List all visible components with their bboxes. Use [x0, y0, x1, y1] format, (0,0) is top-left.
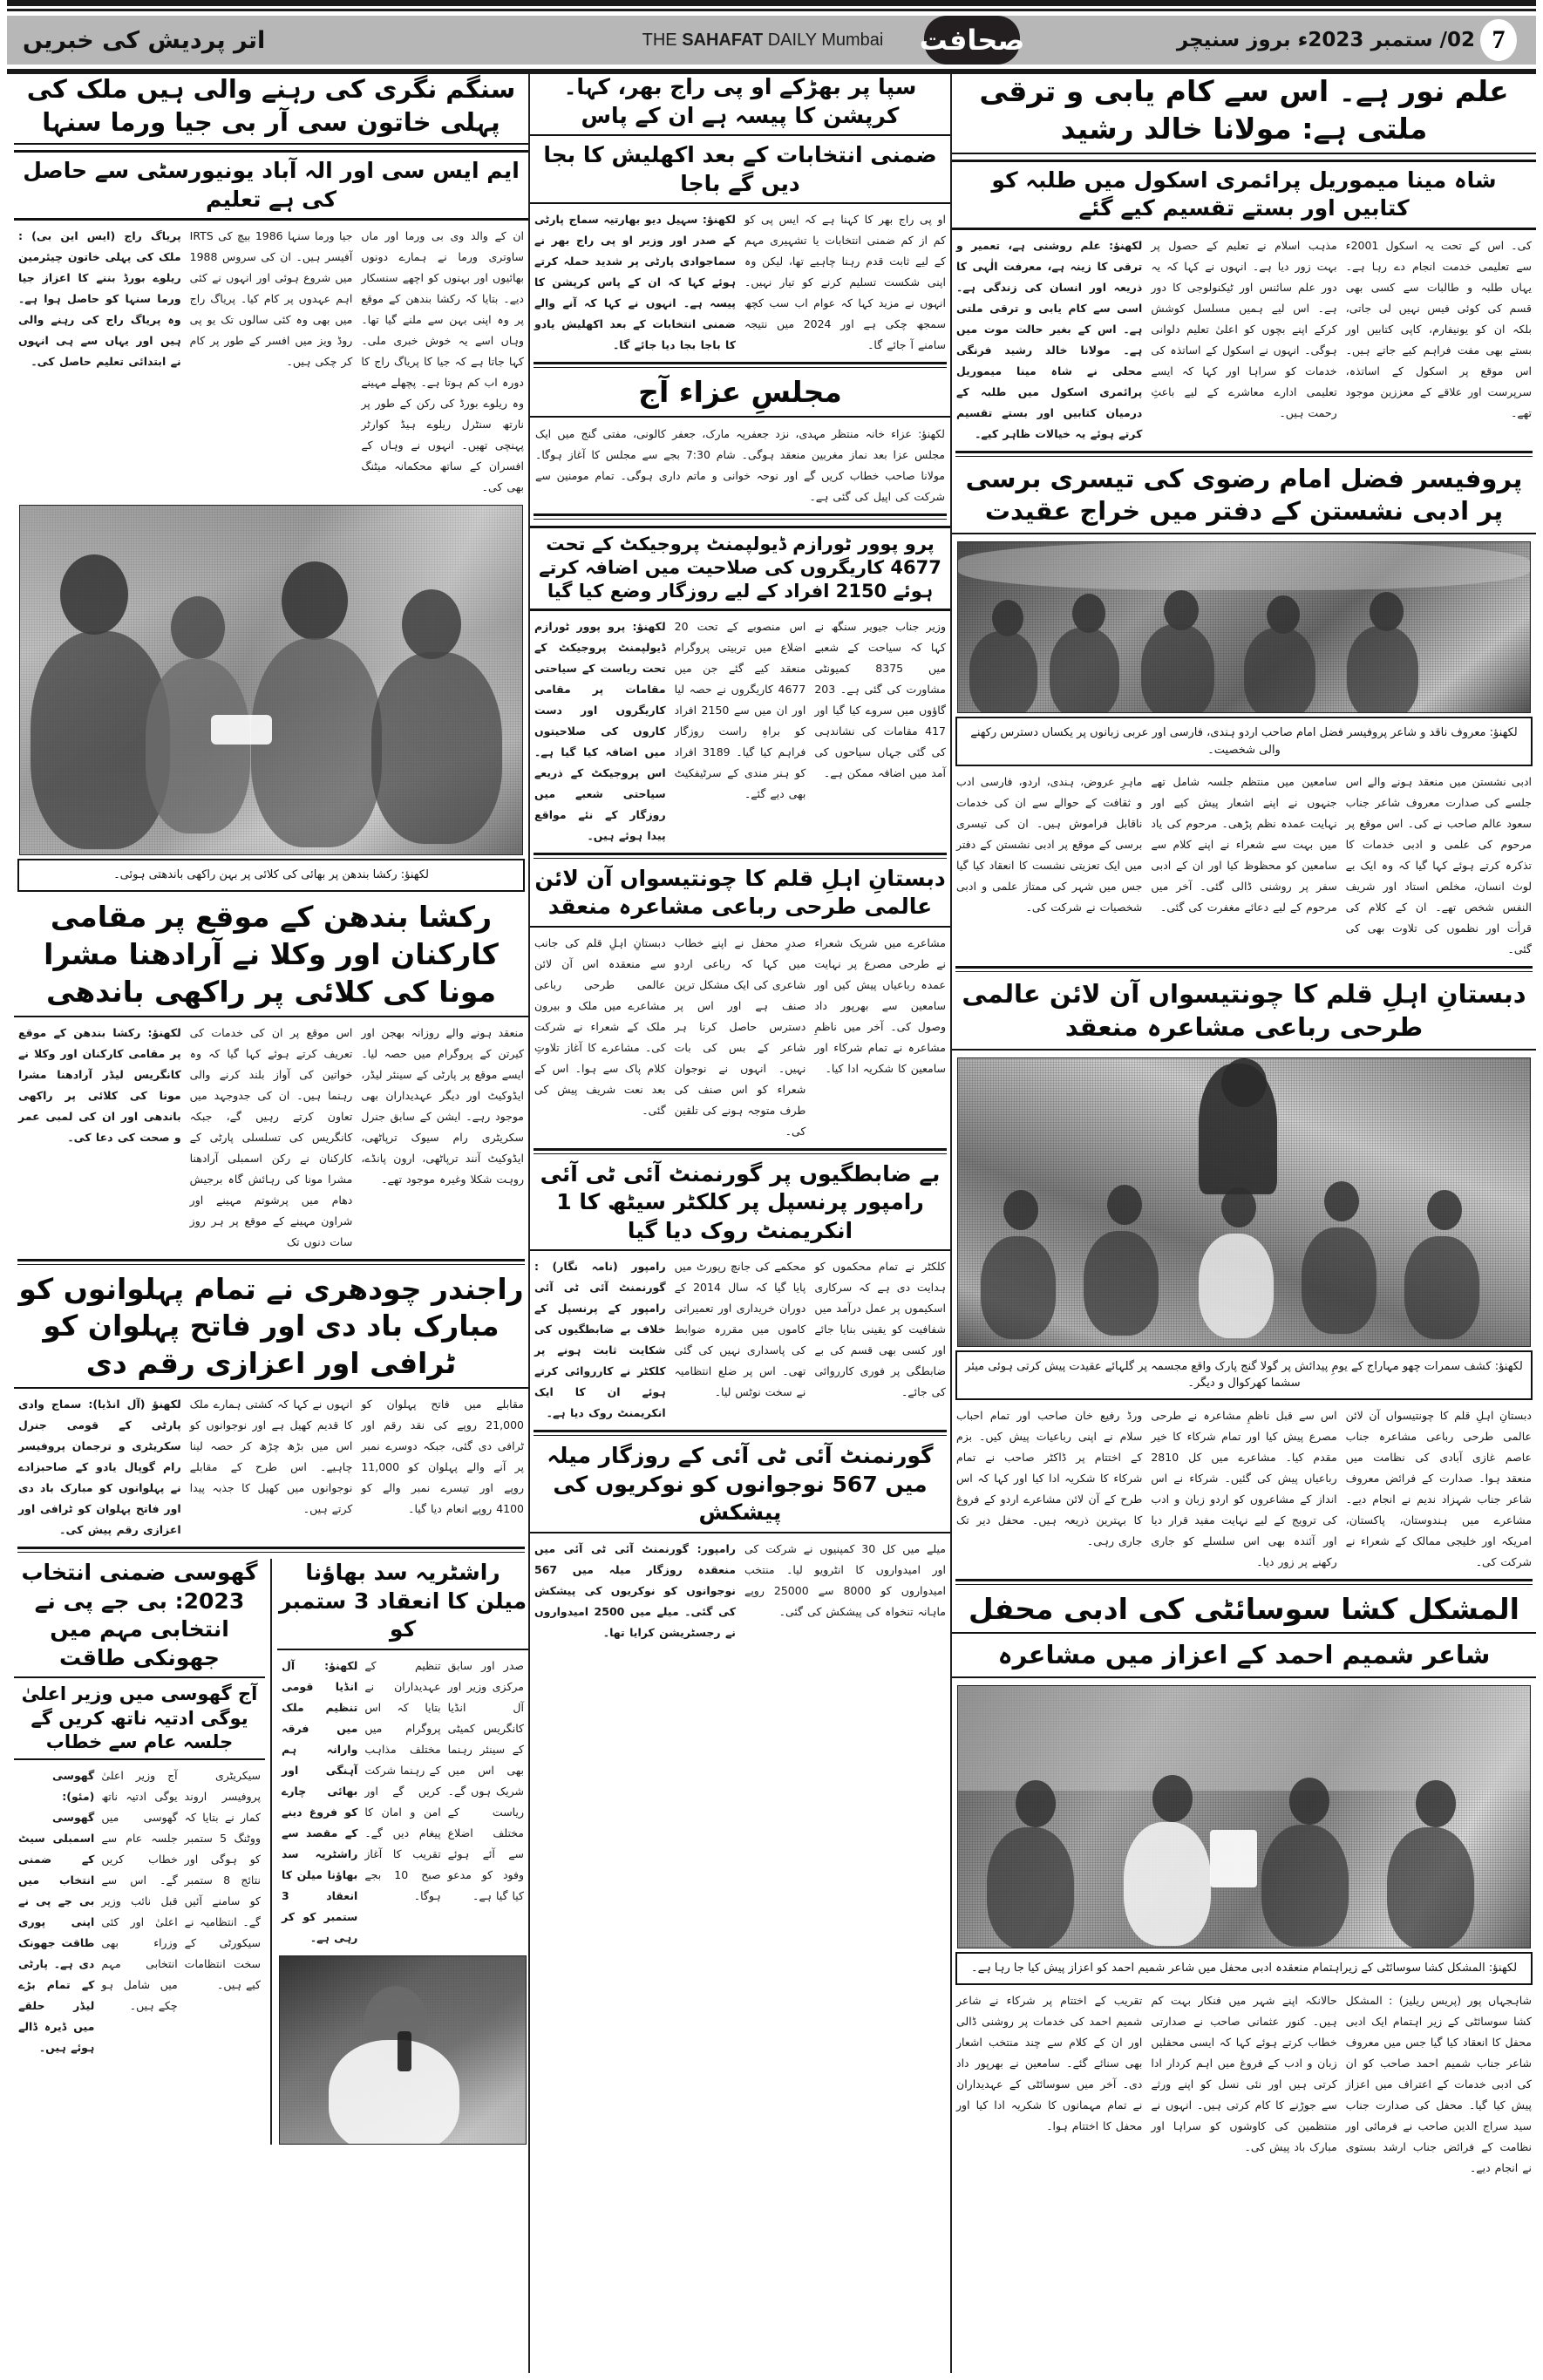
photo-banner-backdrop	[958, 1686, 1530, 1791]
person-body	[1124, 1822, 1211, 1946]
paragraph-lede: گھوسی (مئو): گھوسی اسمبلی سیٹ کے ضمنی انتخاب میں بی جے پی نے اپنی پوری طاقت جھونک دی ہے۔ پارٹی کے تمام بڑے لیڈر حلقے میں ڈیرہ ڈالے ہوئے ہیں۔	[18, 1769, 95, 2055]
person-head	[1324, 1181, 1359, 1221]
person-body	[1199, 1234, 1274, 1338]
paragraph-lede: لکھنؤ: آل انڈیا قومی تنظیم ملک میں فرقہ وارانہ ہم آہنگی اور بھائی چارے کو فروغ دینے کے مقصد سے راشٹریہ سد بھاؤنا میلن کا انعقاد 3 ستمبر کو کر رہی ہے۔	[282, 1658, 358, 1944]
paragraph: ورڈ رفیع خان صاحب اور تمام احباب سلام نے اپنی رباعیات پیش کیں۔ بزم کے اختتام پر ڈاکٹر صاحب نے تمام شرکاء کا شکریہ ادا کیا اور کہا کہ اس طرح کے آن لائن مشاعرے اردو کے فروغ کا بہترین ذریعہ ہیں۔ محفل دیر تک جاری رہی۔	[956, 1408, 1143, 1547]
headline-op-rajbhar: سپا پر بھڑکے او پی راج بھر، کہا۔ کرپشن کا پیسہ ہے ان کے پاس	[530, 73, 950, 136]
article-majlis-e-aza	[530, 374, 950, 507]
subhead-yogi-adityanath-rally: آج گھوسی میں وزیر اعلیٰ یوگی ادتیہ ناتھ کریں گے جلسہ عام سے خطاب	[14, 1683, 265, 1760]
headline-ilm-noor: علم نور ہے۔ اس سے کام یابی و ترقی ملتی ہے: مولانا خالد رشید	[952, 73, 1536, 154]
body-rashtriya-sadbhavna	[277, 1650, 528, 1948]
paragraph: دبستانِ اہلِ قلم کا چونتیسواں آن لائن عالمی طرحی رباعی مشاعرہ جناب عاصم غازی آبادی کی نظامت میں منعقد ہوا۔ صدارت کے فرائض معروف شاعر جناب شہزاد ندیم نے انجام دیے۔ مشاعرے میں ہندوستان، پاکستان، امریکہ اور خلیجی ممالک کے شعراء نے شرکت کی۔	[1345, 1408, 1532, 1568]
divider	[955, 966, 1533, 972]
paragraph: منعقد ہونے والے روزانہ بھجن اور کیرتن کے پروگرام میں حصہ لیا۔ ایسے موقع پر پارٹی کے سینئر لیڈر، ایڈوکیٹ اور دیگر عہدیداران بھی موجود رہے۔ ایشن کے سابق جنرل سکریٹری رام سیوک ترپاٹھی، ایڈوکیٹ آنند ترپاٹھی، ارون پانڈے، روہت شکلا وغیرہ موجود تھے۔	[361, 1025, 524, 1186]
article-jaya-verma-sinha	[14, 73, 528, 498]
woman-head	[60, 554, 128, 635]
headline-mushkil-kusha-society: المشکل کشا سوسائٹی کی ادبی محفل	[952, 1591, 1536, 1635]
subhead-akhilesh-baja: ضمنی انتخابات کے بعد اکھلیش کا بجا دیں گے باجا	[530, 141, 950, 204]
paragraph: او پی راج بھر کا کہنا ہے کہ ایس پی کو کم از کم ضمنی انتخابات یا تشہیری مہم کے لیے ثابت قدم رہنا چاہیے تھا، لیکن وہ اپنی شکست تسلیم کرنے کو تیار نہیں۔ انہوں نے مزید کہا کہ عوام اب سب کچھ سمجھ چکی ہے اور 2024 میں نتیجہ سامنے آ جائے گا۔	[744, 213, 946, 351]
headline-rozgar-mela: گورنمنٹ آئی ٹی آئی کے روزگار میلہ میں 567 نوجوانوں کو نوکریوں کی پیشکش	[530, 1442, 950, 1533]
masthead-top-rule	[7, 0, 1536, 6]
paragraph: مشاعرے میں شریک شعراء نے طرحی مصرع پر نہایت عمدہ رباعیاں پیش کیں اور سامعین سے بھرپور داد وصول کی۔ آخر میں ناظمِ مشاعرہ نے تمام شرکاء اور سامعین کا شکریہ ادا کیا۔	[814, 935, 946, 1075]
masthead-top-rule-thin	[7, 9, 1536, 11]
rakhi-thali	[211, 715, 272, 745]
body-fazl-imam-rizvi	[952, 766, 1536, 960]
paragraph-lede: رامپور: گورنمنٹ آئی ٹی آئی میں منعقدہ روزگار میلہ میں 567 نوجوانوں کو نوکریوں کی پیشکش کی گئی۔ میلے میں 2500 امیدواروں نے رجسٹریشن کرایا تھا۔	[534, 1541, 736, 1639]
paragraph: میلے میں کل 30 کمپنیوں نے شرکت کی اور امیدواروں کا انٹرویو لیا۔ منتخب امیدواروں کو 8000 سے 25000 روپے ماہانہ تنخواہ کی پیشکش کی گئی۔	[744, 1541, 946, 1618]
headline-fazl-imam-rizvi: پروفیسر فضل امام رضوی کی تیسری برسی پر ادبی نشستن کے دفتر میں خراج عقیدت	[952, 463, 1536, 534]
headline-ghosi-byelection: گھوسی ضمنی انتخاب 2023: بی جے پی نے انتخابی مہم میں جھونکی طاقت	[14, 1559, 265, 1678]
paragraph: کی۔ اس کے تحت یہ اسکول 2001ء سے تعلیمی خدمت انجام دے رہا ہے۔ یہاں طلبہ و طالبات سے کسی بھی قسم کی کوئی فیس نہیں لی جاتی، بلکہ ان کو یونیفارم، کاپی کتابیں اور بستے بھی مفت فراہم کیے جاتے ہیں۔ اس موقع پر اسکول کے اساتذہ، سرپرست اور علاقے کے معززین موجود تھے۔	[1345, 238, 1532, 419]
headline-jaya-verma-sinha: سنگم نگری کی رہنے والی ہیں ملک کی پہلی خاتون سی آر بی جیا ورما سنہا	[14, 73, 528, 145]
photo-statue-tribute	[957, 1057, 1531, 1347]
body-dabistan	[952, 1400, 1536, 1573]
paragraph: صدرِ محفل نے اپنے خطاب میں کہا کہ رباعی اردو شاعری کی ایک مشکل ترین صنف ہے اور اس پر دسترس حاصل کرنا ہر شاعر کے بس کی بات نہیں۔ انہوں نے نوجوان شعراء کو اس صنف کی طرف متوجہ ہونے کی تلقین کی۔	[674, 935, 806, 1138]
paragraph-lede: رامپور (نامہ نگار) : گورنمنٹ آئی ٹی آئی رامپور کے پرنسپل کے خلاف بے ضابطگیوں کی شکایت ثابت ہونے پر کلکٹر نے کارروائی کرتے ہوئے ان کا ایک انکریمنٹ روک دیا ہے۔	[534, 1260, 666, 1420]
paragraph: کلکٹر نے تمام محکموں کو ہدایت دی ہے کہ سرکاری اسکیموں پر عمل درآمد میں شفافیت کو یقینی بنایا جائے اور کسی بھی قسم کی بے ضابطگی پر فوری کارروائی کی جائے۔	[814, 1260, 946, 1399]
person-body	[1141, 624, 1214, 713]
paragraph-lede: لکھنؤ: پرو پوور ٹورازم ڈیولپمنٹ پروجیکٹ کے تحت ریاست کے سیاحتی مقامات پر مقامی کاریگروں اور دست کاروں کی صلاحیتوں میں اضافہ کیا گیا ہے۔ اس پروجیکٹ کے ذریعے سیاحتی شعبے میں روزگار کے نئے مواقع پیدا ہوئے ہیں۔	[534, 619, 666, 842]
publication-date: 02/ ستمبر 2023ء بروز سنیچر	[1176, 29, 1475, 51]
body-aradhana-mishra-rakhi	[14, 1017, 528, 1253]
divider	[534, 1148, 947, 1154]
article-aradhana-mishra-rakhi	[14, 899, 528, 1253]
divider	[17, 1259, 525, 1265]
sahafat-logo: صحافت	[924, 16, 1020, 65]
paragraph: اس منصوبے کے تحت 20 اضلاع میں تربیتی پروگرام منعقد کیے گئے جن میں 4677 کاریگروں نے حصہ لیا اور ان میں سے 2150 افراد کو براہِ راست روزگار فراہم کیا گیا۔ 3189 افراد کو ہنر مندی کے سرٹیفکیٹ بھی دیے گئے۔	[674, 619, 806, 800]
statue-head	[1221, 1058, 1267, 1107]
paragraph: ماہرِ عروض، ہندی، اردو، فارسی ادب و ثقافت کے حوالے سے ان کی خدمات ناقابل فراموش ہیں۔ ان کی تیسری برسی کے موقع پر ادبی نشستن کے دفتر میں ایک تعزیتی نشست کا انعقاد کیا گیا جس میں شہر کی ممتاز علمی و ادبی شخصیات نے شرکت کی۔	[956, 775, 1143, 915]
subhead-allahabad-university: ایم ایس سی اور الہ آباد یونیورسٹی سے حاصل کی ہے تعلیم	[14, 150, 528, 221]
microphone	[398, 2031, 411, 2071]
article-mushaira-online	[530, 865, 950, 1142]
article-ilm-noor	[952, 73, 1536, 445]
divider	[534, 513, 947, 520]
body-op-rajbhar	[530, 204, 950, 356]
paragraph: انہوں نے کہا کہ کشتی ہمارے ملک کا قدیم کھیل ہے اور نوجوانوں کو اس میں بڑھ چڑھ کر حصہ لینا چاہیے۔ اس طرح کے مقابلے نوجوانوں میں کھیل کا جذبہ پیدا کرتے ہیں۔	[189, 1397, 353, 1516]
article-rashtriya-sadbhavna	[272, 1559, 528, 2145]
paragraph: دبستانِ اہلِ قلم کی جانب سے منعقدہ اس آن لائن عالمی طرحی رباعی مشاعرے میں ملک و بیرون ملک کے شعراء نے شرکت کی۔ مشاعرے کا آغاز تلاوتِ کلام پاک سے ہوا۔ اس کے بعد نعت شریف پیش کی گئی۔	[534, 935, 666, 1117]
article-op-rajbhar	[530, 73, 950, 356]
subhead-shamim-ahmad-mushaira: شاعر شمیم احمد کے اعزاز میں مشاعرہ	[952, 1639, 1536, 1678]
article-ghosi-byelection	[14, 1559, 272, 2145]
paragraph: اس موقع پر ان کی خدمات کی تعریف کرتے ہوئے کہا گیا کہ وہ خواتین کی آواز بلند کرنے والی رہنما ہیں۔ ان کی جدوجہد میں تعاون کرتے رہیں گے، جبکہ کانگریس کی تسلسلی پارٹی کے کارکنان نے رکن اسمبلی آرادھنا مشرا مونا کی رہائش گاہ برجیش دھام میں پرشوتم مہینے اور شراون مہینے کے موقع پر ہر روز سات دنوں تک	[189, 1025, 353, 1248]
masthead-bar	[7, 16, 1536, 65]
brand-english	[642, 31, 884, 51]
divider	[534, 1430, 947, 1436]
column-middle	[528, 73, 952, 2373]
paragraph-lede: لکھنؤ: علم روشنی ہے، تعمیر و ترقی کا زینہ ہے، معرفت الٰہی کا ذریعہ اور انسان کی زندگی ہے۔ اسی سے کام یابی و ترقی ملتی ہے۔ اس کے بغیر حالت موت میں ہے۔ مولانا خالد رشید فرنگی محلی نے شاہ مینا میموریل پرائمری اسکول میں طلبہ کے درمیان کتابیں اور بستے تقسیم کرتے ہوئے یہ خیالات ظاہر کیے۔	[956, 238, 1143, 440]
article-fazl-imam-rizvi	[952, 463, 1536, 960]
body-rozgar-mela	[530, 1533, 950, 1643]
lower-left-block	[14, 1559, 528, 2145]
body-jaya-verma-sinha	[14, 221, 528, 498]
caption-fazl-imam-rizvi: لکھنؤ: معروف ناقد و شاعر پروفیسر فضل امام صاحب اردو ہندی، فارسی اور عربی زبانوں پر یکساں دسترس رکھنے والی شخصیت۔	[955, 717, 1533, 766]
body-ilm-noor	[952, 230, 1536, 445]
headline-majlis-e-aza: مجلسِ عزاء آج	[530, 374, 950, 418]
brand-suffix: DAILY Mumbai	[763, 30, 884, 50]
person-body	[1387, 1827, 1474, 1948]
paragraph: جیا ورما سنہا 1986 بیچ کی IRTS آفیسر ہیں۔ ان کی سروس 1988 میں شروع ہوئی اور انہوں نے کئی اہم عہدوں پر کام کیا۔ پریاگ راج میں بھی وہ کئی سالوں تک یو پی روڈ ویز میں افسر کے طور پر کام کر چکی ہیں۔	[189, 229, 353, 369]
paragraph: سامعین میں منتظم جلسہ شامل تھے جنہوں نے اپنے اشعار پیش کیے اور نہایت عمدہ نظم پڑھی۔ مرحوم کی یاد میں بہت سے شعراء نے اپنے کلام سے سامعین کو محظوظ کیا اور ان کے ادبی سفر پر روشنی ڈالی گئی۔ آخر میں مرحوم کے لیے دعائے مغفرت کی گئی۔	[1151, 775, 1337, 915]
body-mushaira-online	[530, 928, 950, 1142]
paragraph-lede: لکھنؤ: رکشا بندھن کے موقع پر مقامی کارکنان اور وکلا نے کانگریس لیڈر آرادھنا مشرا مونا کی کلائی پر راکھی باندھی اور ان کی لمبی عمر و صحت کی دعا کی۔	[17, 1025, 181, 1144]
article-mushkil-kusha-society	[952, 1591, 1536, 2179]
person-head	[1072, 594, 1105, 633]
paragraph: ان کے والد وی بی ورما اور ماں ساوتری ورما نے ہمارے دونوں بھائیوں اور بہنوں کو اچھے سنسکار دیے۔ بتایا کہ رکشا بندھن کے موقع پر وہ اپنی بہن سے ملنے گیا تھا۔ وہاں اسے یہ خوش خبری ملی۔ کہا جاتا ہے کہ جیا کا پریاگ راج کا دورہ اب کم ہوتا ہے۔ پچھلے مہینے وہ ریلوے بورڈ کی رکن کے طور پر نارتھ سنٹرل ریلوے ہیڈ کوارٹر پہنچی تھیں۔ انہوں نے وہاں کے افسران کے ساتھ محکمانہ میٹنگ بھی کی۔	[361, 229, 524, 494]
divider	[955, 451, 1533, 457]
caption-raksha-bandhan: لکھنؤ: رکشا بندھن پر بھائی کی کلائی پر بہن راکھی باندھتی ہوئی۔	[17, 859, 525, 892]
person-head	[1016, 1780, 1056, 1827]
girl-body	[371, 652, 502, 844]
headline-rajendra-chaudhary-wrestlers: راجندر چودھری نے تمام پہلوانوں کو مبارک باد دی اور فاتح پہلوان کو ٹرافی اور اعزازی رقم دی	[14, 1271, 528, 1390]
paragraph-lede: لکھنؤ (آل انڈیا): سماج وادی پارٹی کے قومی جنرل سکریٹری و ترجمان پروفیسر رام گوپال یادو کے صاحبزادے نے پہلوانوں کو مبارک باد دی اور فاتح پہلوان کو ٹرافی اور اعزازی رقم پیش کی۔	[17, 1397, 181, 1537]
person-body	[987, 1827, 1074, 1948]
article-rozgar-mela	[530, 1442, 950, 1643]
divider	[17, 1547, 525, 1553]
brand-prefix: THE	[642, 30, 683, 50]
photo-background-wall	[958, 542, 1530, 590]
body-rajendra-chaudhary-wrestlers	[14, 1389, 528, 1540]
child-body	[146, 659, 250, 833]
paragraph: تنظیم کے عہدیداران نے بتایا کہ اس پروگرام میں مختلف مذاہب کے رہنما شرکت کریں گے اور امن و امان کا پیغام دیں گے۔ تقریب کا آغاز صبح 10 بجے ہوگا۔	[364, 1658, 441, 1902]
person-body	[1084, 1231, 1159, 1336]
paragraph: مذہب اسلام نے تعلیم کے حصول پر بہت زور دیا ہے۔ انہوں نے کہا کہ یہ دور علم سائنس اور ٹیکنولوجی کا دور ہے۔ اس لیے ہمیں مسلسل کوشش کرکے اپنے بچوں کو اعلیٰ تعلیم دلوانی ہوگی۔ انہوں نے اسکول کے اساتذہ کی خدمات کو سراہا اور کہا کہ ایسے تعلیمی ادارے معاشرے کے لیے باعثِ رحمت ہیں۔	[1151, 238, 1337, 419]
person-body	[1302, 1227, 1376, 1334]
paragraph: اس سے قبل ناظمِ مشاعرہ نے طرحی مصرع پیش کیا اور تمام شرکاء کا خیر مقدم کیا۔ مشاعرے میں کل 2810 رباعیاں پیش کی گئیں۔ شرکاء نے اس انداز کے مشاعروں کو اردو زبان و ادب کی ترویج کے لیے نہایت مفید قرار دیا اور آئندہ بھی اس سلسلے کو جاری رکھنے پر زور دیا۔	[1151, 1408, 1337, 1568]
masthead	[0, 0, 1543, 74]
caption-statue-tribute: لکھنؤ: کشف سمرات چھو مہاراج کے یومِ پیدائش پر گولا گنج پارک واقع مجسمہ پر گلہائے عقیدت پیش کرتی ہوئی میئر سشما کھرکوال و دیگر۔	[955, 1350, 1533, 1400]
brand-name: SAHAFAT	[682, 30, 764, 50]
column-right	[952, 73, 1536, 2373]
person-body	[1347, 626, 1418, 713]
body-majlis-e-aza: لکھنؤ: عزاء خانہ منتظر مہدی، نزد جعفریہ مارک، جعفر کالونی، مفتی گنج میں ایک مجلس عزا بعد نماز مغربین منعقد ہوگی۔ شام 7:30 بجے سے مجلس کا آغاز ہوگا۔ مولانا صاحب خطاب کریں گے اور نوحہ خوانی و ماتم داری ہوگی۔ تمام مومنین سے شرکت کی اپیل کی گئی ہے۔	[535, 426, 945, 503]
divider	[534, 853, 947, 859]
subhead-shah-mina-school: شاہ مینا میموریل پرائمری اسکول میں طلبہ کو کتابیں اور بستے تقسیم کیے گئے	[952, 160, 1536, 230]
photo-speaker-portrait	[279, 1955, 527, 2145]
column-left	[14, 73, 528, 2373]
headline-dabistan-ahl-e-qalam: دبستانِ اہلِ قلم کا چونتیسواں آن لائن عالمی طرحی رباعی مشاعرہ منعقد	[952, 978, 1536, 1050]
body-pro-poor-tourism	[530, 611, 950, 847]
paragraph: سیکریٹری پروفیسر اروند کمار نے بتایا کہ ووٹنگ 5 ستمبر کو ہوگی اور نتائج 8 ستمبر کو سامنے آئیں گے۔ انتظامیہ نے سیکورٹی کے سخت انتظامات کیے ہیں۔	[184, 1769, 261, 1992]
person-body	[981, 1236, 1056, 1339]
girl-head	[402, 589, 461, 659]
section-title: اتر پردیش کی خبریں	[23, 26, 266, 54]
paragraph: صدر اور سابق مرکزی وزیر اور آل انڈیا کانگریس کمیٹی کے سینئر رہنما بھی اس میں شریک ہوں گے۔ ریاست کے مختلف اضلاع سے آئے ہوئے وفود کو مدعو کیا گیا ہے۔	[447, 1658, 524, 1902]
woman2-body	[251, 638, 382, 847]
divider	[955, 1579, 1533, 1585]
paragraph: ادبی نشستن میں منعقد ہونے والے اس جلسے کی صدارت معروف شاعر جناب سعود عالم صاحب نے کی۔ اس موقع پر مرحوم کی علمی و ادبی خدمات کا تذکرہ کرتے ہوئے کہا گیا کہ وہ ایک بے لوث انسان، مخلص استاد اور شریف النفس شخص تھے۔ ان کے کلام کی قرأت اور نظموں کی تلاوت بھی کی گئی۔	[1345, 775, 1532, 956]
body-iti-rampur-principal	[530, 1251, 950, 1424]
photo-award-ceremony	[957, 1685, 1531, 1948]
person-head	[1152, 1775, 1193, 1822]
person-body	[969, 631, 1037, 714]
article-dabistan-ahl-e-qalam	[952, 978, 1536, 1572]
paragraph: تقریب کے اختتام پر شرکاء نے شاعر شمیم احمد کی خدمات پر روشنی ڈالی اور ان کے کلام سے چند منتخب اشعار بھی سنائے گئے۔ سامعین نے بھرپور داد دی۔ آخر میں سوسائٹی کے عہدیداران نے تمام مہمانوں کا شکریہ ادا کیا اور محفل کا اختتام ہوا۔	[956, 1993, 1143, 2132]
person-body	[1244, 628, 1315, 714]
headline-mushaira-online: دبستانِ اہلِ قلم کا چونتیسواں آن لائن عالمی طرحی رباعی مشاعرہ منعقد	[530, 865, 950, 928]
body-ghosi-byelection	[14, 1760, 265, 2058]
person-head	[1107, 1185, 1142, 1225]
headline-aradhana-mishra-rakhi: رکشا بندھن کے موقع پر مقامی کارکنان اور وکلا نے آرادھنا مشرا مونا کی کلائی پر راکھی باندھی	[14, 899, 528, 1017]
headline-rashtriya-sadbhavna: راشٹریہ سد بھاؤنا میلن کا انعقاد 3 ستمبر کو	[277, 1559, 528, 1650]
paragraph: آج وزیر اعلیٰ یوگی ادتیہ ناتھ گھوسی میں جلسہ عام سے خطاب کریں گے۔ اس سے قبل نائب وزیر اعلیٰ اور کئی وزراء بھی انتخابی مہم میں شامل ہو چکے ہیں۔	[101, 1769, 178, 2013]
speaker-body	[329, 2040, 459, 2144]
article-rajendra-chaudhary-wrestlers	[14, 1271, 528, 1541]
article-iti-rampur-principal	[530, 1160, 950, 1425]
person-body	[1261, 1825, 1349, 1947]
award-plaque	[1210, 1830, 1257, 1887]
photo-raksha-bandhan	[19, 505, 523, 855]
headline-iti-rampur-principal: بے ضابطگیوں پر گورنمنٹ آئی ٹی آئی رامپور پرنسپل پر کلکٹر سیٹھ کا 1 انکریمنٹ روک دیا گیا	[530, 1160, 950, 1252]
person-head	[1221, 1187, 1256, 1227]
paragraph: وزیر جناب جیویر سنگھ نے کہا کہ سیاحت کے شعبے میں 8375 کمیونٹی مشاورت کی گئی ہے۔ 203 گاؤوں میں سروے کیا گیا اور 417 مقامات کی نشاندہی کی گئی جہاں سیاحوں کی آمد میں اضافہ ممکن ہے۔	[814, 619, 946, 779]
person-head	[1427, 1190, 1462, 1230]
body-mushkil-kusha	[952, 1985, 1536, 2179]
page-number-badge: 7	[1480, 19, 1517, 61]
person-head	[1370, 592, 1404, 631]
page-body	[7, 73, 1536, 2373]
person-head	[1416, 1780, 1456, 1827]
woman2-head	[282, 561, 348, 640]
paragraph: شاہجہاں پور (پریس ریلیز) : المشکل کشا سوسائٹی کے زیر اہتمام ایک ادبی محفل کا انعقاد کیا گیا جس میں معروف شاعر جناب شمیم احمد صاحب کو ان کی ادبی خدمات کے اعتراف میں اعزاز پیش کیا گیا۔ محفل کی صدارت جناب سید سراج الدین صاحب نے فرمائی اور نظامت کے فرائض جناب ارشد بستوی نے انجام دیے۔	[1345, 1993, 1532, 2174]
photo-adabi-nishistan-gathering	[957, 541, 1531, 713]
article-pro-poor-tourism	[530, 526, 950, 847]
paragraph: محکمے کی جانچ رپورٹ میں پایا گیا کہ سال 2014 کے دوران خریداری اور تعمیراتی کاموں میں مقررہ ضوابط کی پاسداری نہیں کی گئی تھی۔ اس پر ضلع انتظامیہ نے سخت نوٹس لیا۔	[674, 1260, 806, 1399]
paragraph-lede: پریاگ راج (ایس این بی) : ملک کی پہلی خاتون چیئرمین ریلوے بورڈ بننے کا اعزاز جیا ورما سنہا کو حاصل ہوا ہے۔ وہ پریاگ راج کی رہنے والی ہیں اور یہاں سے ہی انہوں نے ابتدائی تعلیم حاصل کی۔	[17, 229, 181, 369]
divider	[534, 362, 947, 368]
person-body	[1404, 1236, 1479, 1339]
person-body	[1050, 628, 1119, 714]
caption-award-ceremony: لکھنؤ: المشکل کشا سوسائٹی کے زیراہتمام منعقدہ ادبی محفل میں شاعر شمیم احمد کو اعزاز پیش کیا جا رہا ہے۔	[955, 1952, 1533, 1985]
headline-pro-poor-tourism: پرو پوور ٹورازم ڈیولپمنٹ پروجیکٹ کے تحت 4677 کاریگروں کی صلاحیت میں اضافہ کرتے ہوئے 2150 افراد کے لیے روزگار وضع کیا گیا	[530, 526, 950, 611]
paragraph: حالانکہ اپنے شہر میں فنکار بہت کم ہیں۔ کنور عثمانی صاحب نے صدارتی خطاب کرتے ہوئے کہا کہ ایسی محفلیں زبان و ادب کے فروغ میں اہم کردار ادا کرتی ہیں اور نئی نسل کو اپنے ورثے سے جوڑنے کا کام کرتی ہیں۔ انہوں نے منتظمین کی کاوشوں کو سراہا اور مبارک باد پیش کی۔	[1151, 1993, 1337, 2153]
paragraph: مقابلے میں فاتح پہلوان کو 21,000 روپے کی نقد رقم اور ٹرافی دی گئی، جبکہ دوسرے نمبر پر آنے والے پہلوان کو 11,000 روپے اور تیسرے نمبر والے کو 4100 روپے انعام دیا گیا۔	[361, 1397, 524, 1516]
child-head	[171, 596, 225, 659]
paragraph-lede: لکھنؤ: سہیل دیو بھارتیہ سماج پارٹی کے صدر اور وزیر او پی راج بھر نے سماجوادی پارٹی پر شدید حملہ کرتے ہوئے کہا کہ ان کے پاس کرپشن کا پیسہ ہے۔ انہوں نے کہا کہ آنے والے ضمنی انتخابات کے بعد اکھلیش یادو کا باجا بجا دیا جائے گا۔	[534, 213, 736, 351]
